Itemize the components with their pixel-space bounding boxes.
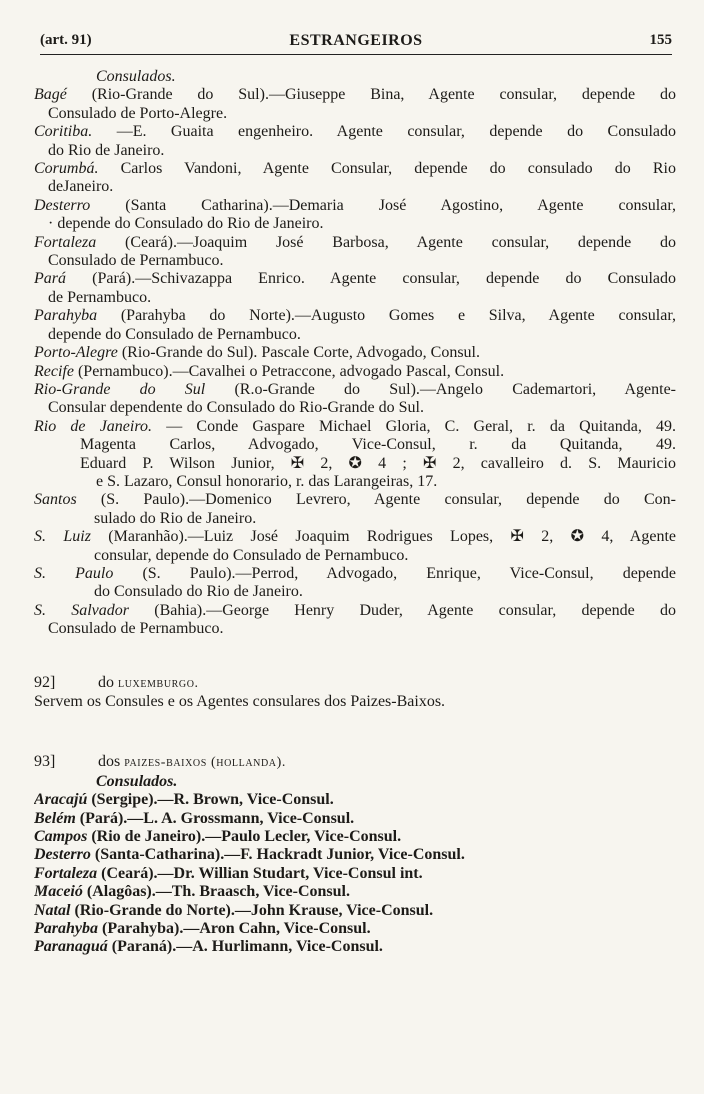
place-name: Porto-Alegre [34, 344, 118, 362]
entry-text: Consulado de Pernambuco. [48, 252, 224, 270]
section-92-heading [34, 674, 676, 693]
place-name: Coritiba. [34, 123, 93, 141]
entry-text: (Paraná).—A. Hurlimann, Vice-Consul. [111, 938, 383, 956]
entry-line [34, 197, 676, 215]
entry-continuation [34, 583, 676, 601]
entry-text: (R.o-Grande do Sul).—Angelo Cademartori, Agente- [234, 380, 676, 398]
section-number: 93] [34, 753, 56, 771]
entry-line [34, 865, 676, 883]
article-reference: (art. 91) [40, 32, 92, 48]
place-name: Corumbá. [34, 160, 99, 178]
entry-line [34, 123, 676, 141]
place-name: Maceió [34, 883, 83, 901]
entry-continuation [34, 547, 676, 565]
entry-text: (Santa-Catharina).—F. Hackradt Junior, Vice-Consul. [94, 846, 465, 864]
entry-continuation [34, 620, 676, 638]
entry-line [34, 160, 676, 178]
entry-text: (Parahyba do Norte).—Augusto Gomes e Silva, Agente consular, [120, 307, 676, 325]
place-name: S. Paulo [34, 564, 114, 582]
page-content [34, 68, 676, 957]
section-92-body: Servem os Consules e os Agentes consulares dos Paizes-Baixos. [34, 693, 446, 710]
page-number: 155 [649, 32, 672, 48]
entry-continuation [34, 399, 676, 417]
entry-text: e S. Lazaro, Consul honorario, r. das Larangeiras, 17. [96, 472, 438, 490]
entry-line [34, 86, 676, 104]
entry-text: depende do Consulado de Pernambuco. [48, 325, 301, 343]
place-name: Recife [34, 362, 74, 380]
entry-text: Eduard P. Wilson Junior, ✠ 2, ✪ 4 ; ✠ 2, cavalleiro d. S. Mauricio [80, 454, 676, 472]
place-name: Parahyba [34, 307, 98, 325]
entry-line [34, 902, 676, 920]
place-name: Pará [34, 270, 66, 288]
section-93-heading [34, 753, 676, 772]
section-91-entries [34, 86, 676, 638]
entry-text: do Rio de Janeiro. [48, 141, 165, 159]
entry-text: (Maranhão).—Luiz José Joaquim Rodrigues Lopes, ✠ 2, ✪ 4, Agente [108, 528, 676, 546]
place-name: Desterro [34, 846, 91, 864]
entry-text: (Rio-Grande do Sul). Pascale Corte, Advogado, Consul. [121, 344, 480, 362]
entry-continuation [34, 289, 676, 307]
entry-text: (S. Paulo).—Perrod, Advogado, Enrique, Vice-Consul, depende [142, 564, 676, 582]
entry-line [34, 565, 676, 583]
entry-line [34, 344, 676, 362]
entry-continuation [34, 326, 676, 344]
entry-line [34, 270, 676, 288]
place-name: Paranaguá [34, 938, 108, 956]
entry-continuation [34, 215, 676, 233]
entry-text: (Santa Catharina).—Demaria José Agostino, Agente consular, [125, 196, 676, 214]
entry-line [34, 234, 676, 252]
entry-line [34, 491, 676, 509]
section-93-subtitle: Consulados. [96, 772, 178, 790]
place-name: S. Luiz [34, 528, 91, 546]
section-91-subtitle: Consulados. [96, 68, 176, 85]
entry-text: Consular dependente do Consulado do Rio-Grande do Sul. [48, 399, 424, 417]
entry-continuation [34, 105, 676, 123]
entry-line [34, 920, 676, 938]
entry-continuation [34, 510, 676, 528]
place-name: Bagé [34, 86, 67, 104]
section-title: luxemburgo. [118, 675, 199, 691]
entry-text: (Ceará).—Joaquim José Barbosa, Agente consular, depende do [125, 233, 676, 251]
entry-continuation [34, 473, 676, 491]
entry-text: (Sergipe).—R. Brown, Vice-Consul. [91, 791, 334, 809]
entry-text: sulado do Rio de Janeiro. [94, 509, 257, 527]
section-title-prefix: do [98, 673, 114, 691]
section-number: 92] [34, 673, 56, 691]
entry-line [34, 828, 676, 846]
place-name: Parahyba [34, 920, 98, 938]
entry-text: Magenta Carlos, Advogado, Vice-Consul, r. da Quitanda, 49. [80, 436, 676, 454]
entry-text: de Pernambuco. [48, 288, 152, 306]
entry-text: deJaneiro. [48, 178, 114, 196]
entry-text: Carlos Vandoni, Agente Consular, depende do consulado do Rio [120, 160, 676, 178]
entry-text: · depende do Consulado do Rio de Janeiro. [48, 215, 324, 233]
entry-text: (Pará).—L. A. Grossmann, Vice-Consul. [79, 809, 355, 827]
entry-text: (Rio-Grande do Norte).—John Krause, Vice-Consul. [74, 901, 434, 919]
entry-text: (Pará).—Schivazappa Enrico. Agente consular, depende do Consulado [92, 270, 676, 288]
place-name: Fortaleza [34, 864, 98, 882]
entry-line [34, 602, 676, 620]
entry-text: Consulado de Pernambuco. [48, 620, 224, 638]
entry-continuation [34, 436, 676, 454]
place-name: S. Salvador [34, 601, 130, 619]
place-name: Natal [34, 901, 71, 919]
place-name: Santos [34, 491, 77, 509]
entry-line [34, 938, 676, 956]
entry-line [34, 883, 676, 901]
entry-line [34, 846, 676, 864]
entry-text: do Consulado do Rio de Janeiro. [94, 583, 303, 601]
page-title: ESTRANGEIROS [289, 32, 423, 49]
place-name: Belém [34, 809, 76, 827]
entry-line [34, 810, 676, 828]
entry-continuation [34, 455, 676, 473]
entry-line [34, 381, 676, 399]
section-title: paizes-baixos (hollanda). [124, 755, 286, 771]
entry-line [34, 791, 676, 809]
entry-text: (S. Paulo).—Domenico Levrero, Agente consular, depende do Con- [100, 491, 676, 509]
entry-text: (Rio-Grande do Sul).—Giuseppe Bina, Agente consular, depende do [91, 86, 676, 104]
entry-line [34, 418, 676, 436]
entry-text: (Bahia).—George Henry Duder, Agente consular, depende do [154, 601, 676, 619]
entry-line [34, 363, 676, 381]
place-name: Campos [34, 828, 88, 846]
entry-line [34, 528, 676, 546]
place-name: Rio de Janeiro. [34, 417, 152, 435]
entry-text: (Alagôas).—Th. Braasch, Vice-Consul. [86, 883, 350, 901]
place-name: Rio-Grande do Sul [34, 380, 206, 398]
entry-text: (Rio de Janeiro).—Paulo Lecler, Vice-Consul. [91, 828, 402, 846]
page-header [40, 30, 672, 55]
entry-text: (Ceará).—Dr. Willian Studart, Vice-Consul int. [101, 864, 423, 882]
section-title-prefix: dos [98, 753, 121, 771]
entry-text: — Conde Gaspare Michael Gloria, C. Geral, r. da Quitanda, 49. [166, 417, 676, 435]
section-93-entries [34, 791, 676, 957]
entry-continuation [34, 178, 676, 196]
place-name: Desterro [34, 196, 91, 214]
entry-text: Consulado de Porto-Alegre. [48, 104, 228, 122]
entry-continuation [34, 252, 676, 270]
entry-text: —E. Guaita engenheiro. Agente consular, depende do Consulado [116, 123, 676, 141]
entry-text: (Parahyba).—Aron Cahn, Vice-Consul. [102, 920, 371, 938]
entry-text: (Pernambuco).—Cavalhei o Petraccone, advogado Pascal, Consul. [77, 362, 505, 380]
place-name: Fortaleza [34, 233, 97, 251]
entry-continuation [34, 142, 676, 160]
place-name: Aracajú [34, 791, 88, 809]
entry-text: consular, depende do Consulado de Pernambuco. [94, 546, 409, 564]
entry-line [34, 307, 676, 325]
